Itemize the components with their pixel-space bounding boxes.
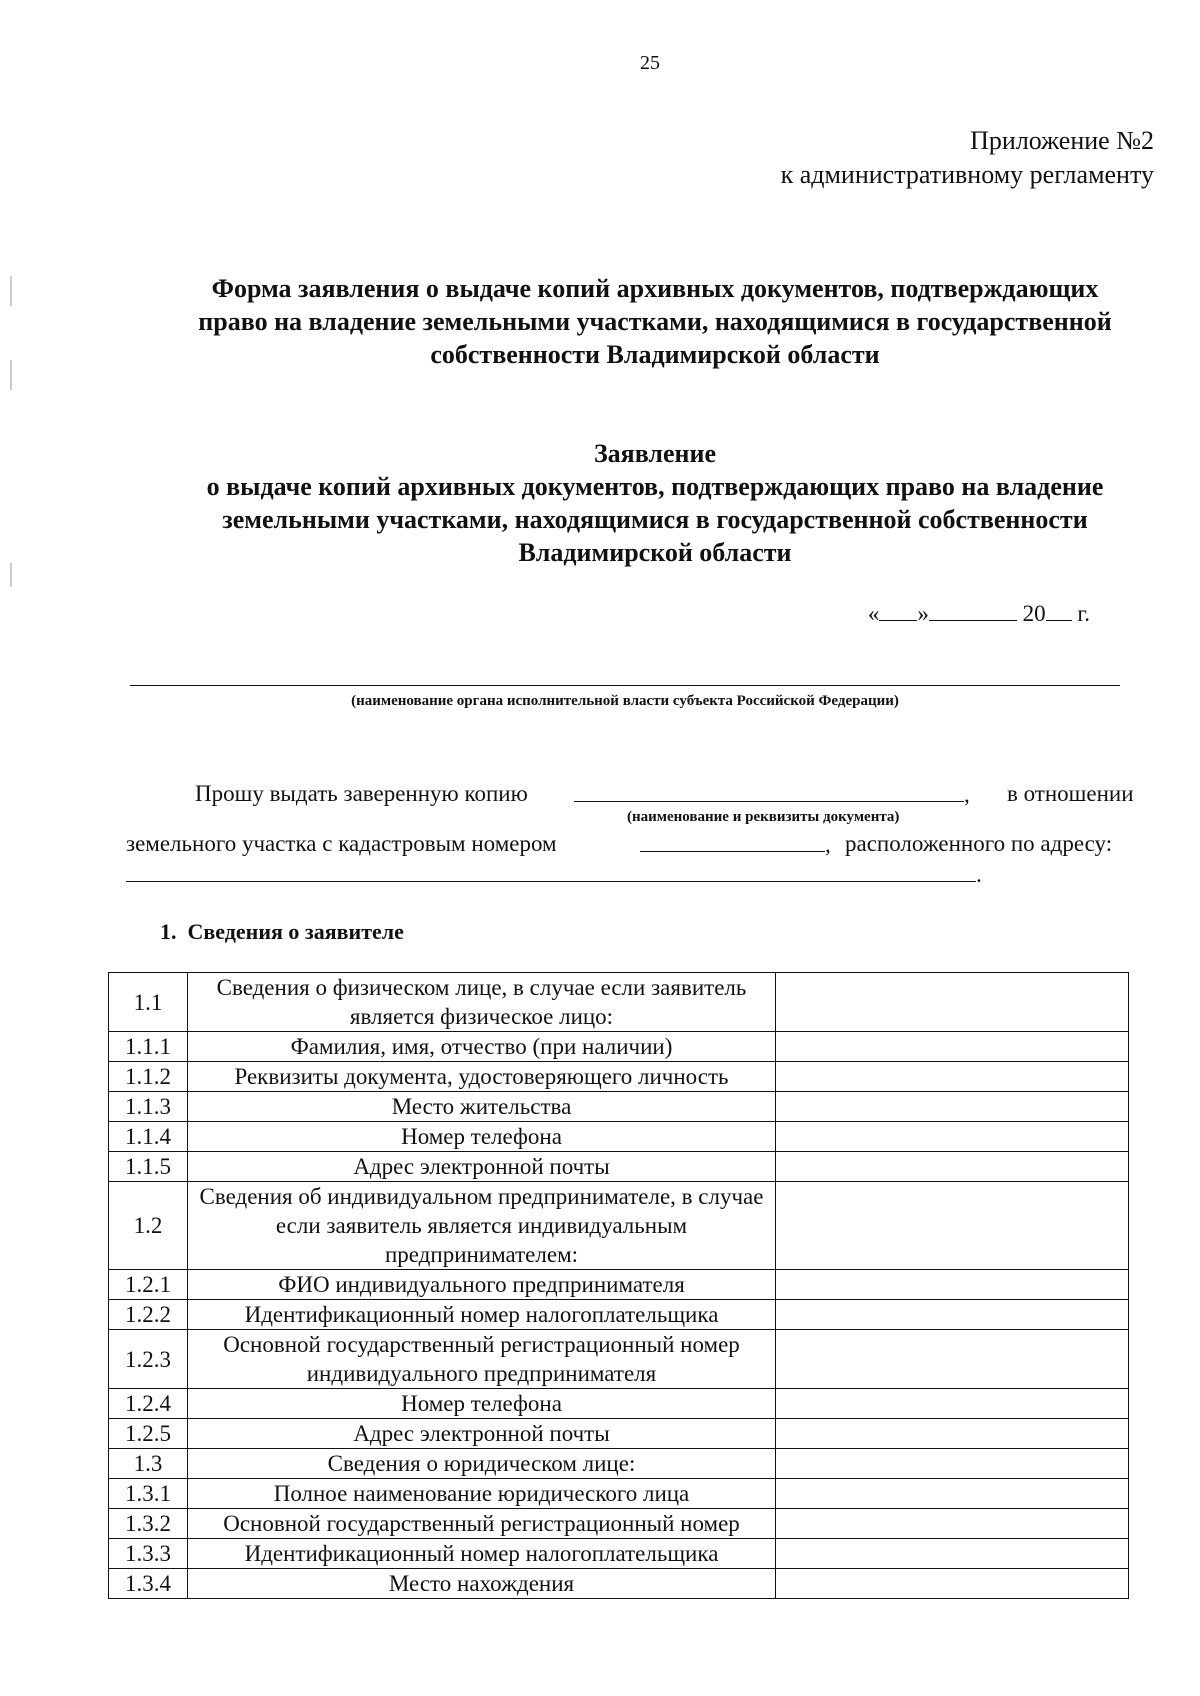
statement-title-line-3: земельными участками, находящимися в государственной собственности [222,505,1088,534]
row-number: 1.2.2 [109,1300,188,1330]
row-number: 1.1.2 [109,1062,188,1092]
row-number: 1.2.5 [109,1419,188,1449]
row-value-field[interactable] [776,1152,1129,1182]
request-line-1 [574,781,970,808]
table-row [109,1062,1129,1092]
row-value-field[interactable] [776,1062,1129,1092]
address-line [126,861,982,888]
address-field[interactable] [126,861,976,882]
row-number: 1.3.1 [109,1479,188,1509]
row-description: Сведения о физическом лице, в случае если заявитель является физическое лицо: [188,973,776,1032]
section-number: 1. [160,919,177,944]
table-row [109,1330,1129,1389]
row-description: Идентификационный номер налогоплательщика [188,1539,776,1569]
request-text-4: расположенного по адресу: [845,831,1113,856]
row-value-field[interactable] [776,1569,1129,1599]
row-value-field[interactable] [776,1509,1129,1539]
row-value-field[interactable] [776,1092,1129,1122]
page-number: 25 [640,52,660,74]
statement-title-line-4: Владимирской области [518,538,792,567]
row-description: Сведения об индивидуальном предпринимателе, в случае если заявитель является индивидуальным предпринимателем: [188,1182,776,1270]
section-heading [160,919,404,945]
appendix-line-1: Приложение №2 [970,126,1154,155]
row-number: 1.1.1 [109,1032,188,1062]
address-period: . [976,862,982,887]
organ-caption: (наименование органа исполнительной власти субъекта Российской Федерации) [351,693,899,709]
row-value-field[interactable] [776,1270,1129,1300]
row-number: 1.1 [109,973,188,1032]
organ-name-field[interactable] [130,685,1120,686]
scan-margin-mark [10,276,12,306]
row-number: 1.3.2 [109,1509,188,1539]
row-description: Фамилия, имя, отчество (при наличии) [188,1032,776,1062]
request-line-2 [640,831,831,858]
date-open-quote: « [867,601,880,626]
table-row [109,1389,1129,1419]
row-description: Адрес электронной почты [188,1419,776,1449]
table-row [109,1122,1129,1152]
row-description: Основной государственный регистрационный номер индивидуального предпринимателя [188,1330,776,1389]
applicant-info-table [108,972,1129,1599]
table-row [109,1092,1129,1122]
row-number: 1.2 [109,1182,188,1270]
row-description: Идентификационный номер налогоплательщика [188,1300,776,1330]
request-text-1: Прошу выдать заверенную копию [195,781,528,806]
row-description: Адрес электронной почты [188,1152,776,1182]
row-number: 1.3.4 [109,1569,188,1599]
row-description: Номер телефона [188,1122,776,1152]
row-value-field[interactable] [776,1182,1129,1270]
row-number: 1.3 [109,1449,188,1479]
row-description: ФИО индивидуального предпринимателя [188,1270,776,1300]
table-row [109,1152,1129,1182]
request-text-2: в отношении [1007,781,1134,806]
scan-margin-mark [10,360,12,390]
year-field[interactable] [1046,600,1072,621]
row-description: Основной государственный регистрационный номер [188,1509,776,1539]
date-line [868,600,1090,627]
table-row [109,1419,1129,1449]
request-comma-2: , [825,832,831,857]
row-value-field[interactable] [776,973,1129,1032]
request-text-3: земельного участка с кадастровым номером [126,831,557,856]
cadastral-number-field[interactable] [640,831,825,852]
table-row [109,1300,1129,1330]
document-field[interactable] [574,781,964,802]
appendix-line-2: к административному регламенту [780,160,1154,189]
row-number: 1.2.1 [109,1270,188,1300]
table-row [109,1270,1129,1300]
row-description: Реквизиты документа, удостоверяющего личность [188,1062,776,1092]
row-value-field[interactable] [776,1389,1129,1419]
statement-title [120,437,1190,569]
row-description: Сведения о юридическом лице: [188,1449,776,1479]
table-row [109,973,1129,1032]
row-value-field[interactable] [776,1330,1129,1389]
form-title-line-3: собственности Владимирской области [430,340,880,369]
table-row [109,1449,1129,1479]
form-title-line-1: Форма заявления о выдаче копий архивных документов, подтверждающих [211,274,1099,303]
row-number: 1.1.5 [109,1152,188,1182]
statement-title-line-1: Заявление [593,439,717,468]
section-title: Сведения о заявителе [187,919,404,944]
row-number: 1.2.3 [109,1330,188,1389]
row-value-field[interactable] [776,1539,1129,1569]
year-suffix: г. [1077,601,1090,626]
table-row [109,1539,1129,1569]
row-description: Место нахождения [188,1569,776,1599]
document-caption: (наименование и реквизиты документа) [627,809,900,825]
table-row [109,1569,1129,1599]
table-row [109,1509,1129,1539]
request-comma-1: , [964,782,970,807]
appendix-header [781,124,1154,192]
table-row [109,1032,1129,1062]
month-field[interactable] [929,600,1017,621]
row-value-field[interactable] [776,1032,1129,1062]
row-value-field[interactable] [776,1122,1129,1152]
day-field[interactable] [879,600,917,621]
row-description: Полное наименование юридического лица [188,1479,776,1509]
statement-title-line-2: о выдаче копий архивных документов, подтверждающих право на владение [206,472,1104,501]
row-number: 1.2.4 [109,1389,188,1419]
row-value-field[interactable] [776,1479,1129,1509]
row-number: 1.3.3 [109,1539,188,1569]
scan-margin-mark [10,563,12,587]
row-number: 1.1.4 [109,1122,188,1152]
table-row [109,1479,1129,1509]
row-value-field[interactable] [776,1449,1129,1479]
form-title-line-2: право на владение земельными участками, находящимися в государственной [198,307,1112,336]
year-prefix: 20 [1022,601,1046,626]
form-title [120,272,1190,371]
table-row [109,1182,1129,1270]
row-description: Место жительства [188,1092,776,1122]
date-close-quote: » [917,601,929,626]
row-value-field[interactable] [776,1300,1129,1330]
row-description: Номер телефона [188,1389,776,1419]
row-number: 1.1.3 [109,1092,188,1122]
row-value-field[interactable] [776,1419,1129,1449]
